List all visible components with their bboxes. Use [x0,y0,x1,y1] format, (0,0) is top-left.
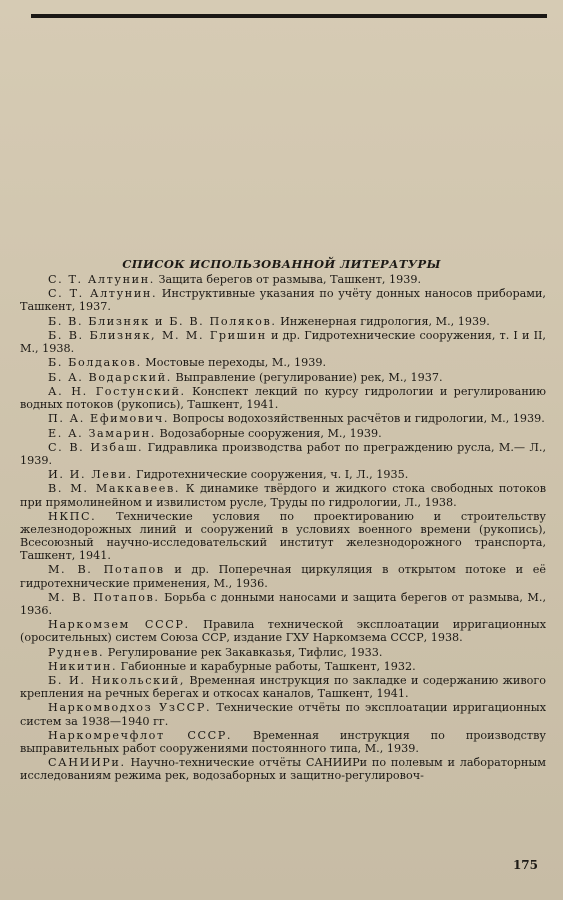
reference-item [20,482,546,508]
reference-author: Б. Болдаков. [48,356,142,370]
reference-item [20,371,546,384]
reference-item [20,591,546,617]
reference-item [20,356,546,369]
reference-author: С. Т. Алтунин. [48,273,155,286]
reference-author: Б. В. Близняк и Б. В. Поляков. [48,314,277,328]
reference-author: В. М. Маккавеев. [48,482,181,496]
reference-item [20,427,546,440]
reference-item [20,729,546,755]
reference-text: Водозаборные сооружения, М., 1939. [155,426,382,440]
reference-item [20,329,546,355]
reference-author: Наркомречфлот СССР. [48,728,233,742]
reference-text: Технические отчёты по эксплоатации ирригационных систем за 1938—1940 гг. [20,701,547,728]
reference-author: С. В. Избаш. [48,440,144,454]
reference-item [20,510,546,562]
reference-text: Временная инструкция по производству выправительных работ сооружениями постоянного типа, М., 1939. [20,728,546,755]
reference-author: А. Н. Гостунский. [48,384,186,398]
reference-author: Б. И. Никольский, [48,674,185,688]
reference-item [20,660,546,673]
reference-text: и др. Гидротехнические сооружения, т. I и II, М., 1938. [20,328,546,356]
reference-item [20,646,546,659]
reference-text: Защита берегов от размыва, Ташкент, 1939. [154,273,422,286]
reference-text: Регулирование рек Закавказья, Тифлис, 1933. [104,645,383,659]
reference-author: П. А. Ефимович. [48,412,169,426]
reference-text: Гидротехнические сооружения, ч. I, Л., 1935. [132,468,409,482]
reference-text: Инженерная гидрология, М., 1939. [276,314,490,328]
reference-author: Руднев. [48,645,105,659]
reference-text: Временная инструкция по закладке и содержанию живого крепления на речных берегах и откосах каналов, Ташкент, 1941. [20,674,546,701]
reference-text: Гидравлика производства работ по преграждению русла, М.— Л., 1939. [20,440,546,467]
reference-text: Мостовые переходы, М., 1939. [141,356,327,370]
reference-item [20,756,546,782]
reference-text: Борьба с донными наносами и защита берегов от размыва, М., 1936. [20,590,546,617]
page-title: СПИСОК ИСПОЛЬЗОВАННОЙ ЛИТЕРАТУРЫ [122,257,441,271]
reference-author: Е. А. Замарин. [48,426,156,440]
reference-text: Инструктивные указания по учёту донных наносов приборами, Ташкент, 1937. [20,287,546,314]
reference-item [20,618,546,644]
reference-item [20,287,546,313]
reference-author: С. Т. Алтунин. [48,287,158,301]
reference-text: Научно-технические отчёты САНИИРи по полевым и лабораторным исследованиям режима рек, водозаборных и защитно-регулировоч- [20,756,546,783]
top-rule [31,14,547,18]
reference-text: Конспект лекций по курсу гидрологии и регулированию водных потоков (рукопись), Ташкент, 1941. [20,384,546,411]
reference-text: Выправление (регулирование) рек, М., 1937. [171,370,443,384]
reference-item [20,674,546,700]
reference-item [20,563,546,589]
reference-author: Наркомзем СССР. [48,618,190,632]
reference-text: и др. Поперечная циркуляция в открытом потоке и её гидротехнические применения, М., 1936. [20,563,546,590]
reference-author: Никитин. [48,659,118,673]
reference-item [20,441,546,467]
reference-text: Вопросы водохозяйственных расчётов и гидрологии, М., 1939. [168,412,545,426]
reference-author: М. В. Потапов. [48,590,160,604]
reference-text: Правила технической эксплоатации ирригационных (оросительных) систем Союза ССР, издание ГХУ Наркомзема СССР, 1938. [20,618,546,645]
reference-item [20,412,546,425]
reference-item [20,468,546,481]
reference-author: САНИИРи. [48,756,126,770]
reference-item [20,701,546,727]
reference-author: Наркомводхоз УзССР. [48,701,212,715]
reference-item [20,315,546,328]
reference-list [20,273,546,784]
reference-item [20,385,546,411]
reference-author: Б. А. Водарский. [48,370,172,384]
page-number: 175 [512,858,538,872]
reference-author: НКПС. [48,509,97,523]
reference-author: И. И. Леви. [48,468,133,482]
reference-author: Б. В. Близняк, М. М. Гришин [48,328,267,342]
reference-text: К динамике твёрдого и жидкого стока свободных потоков при прямолинейном и извилистом русле, Труды по гидрологии, Л., 1938. [20,482,546,509]
reference-text: Габионные и карабурные работы, Ташкент, 1932. [117,659,416,673]
reference-item [20,273,546,286]
reference-text: Технические условия по проектированию и строительству железнодорожных линий и сооружений в условиях военного времени (рукопись), Всесоюзный научно-исследовательский институт железнодорожного транспорта, Ташкент, 1941. [20,509,546,563]
reference-author: М. В. Потапов [48,563,165,577]
